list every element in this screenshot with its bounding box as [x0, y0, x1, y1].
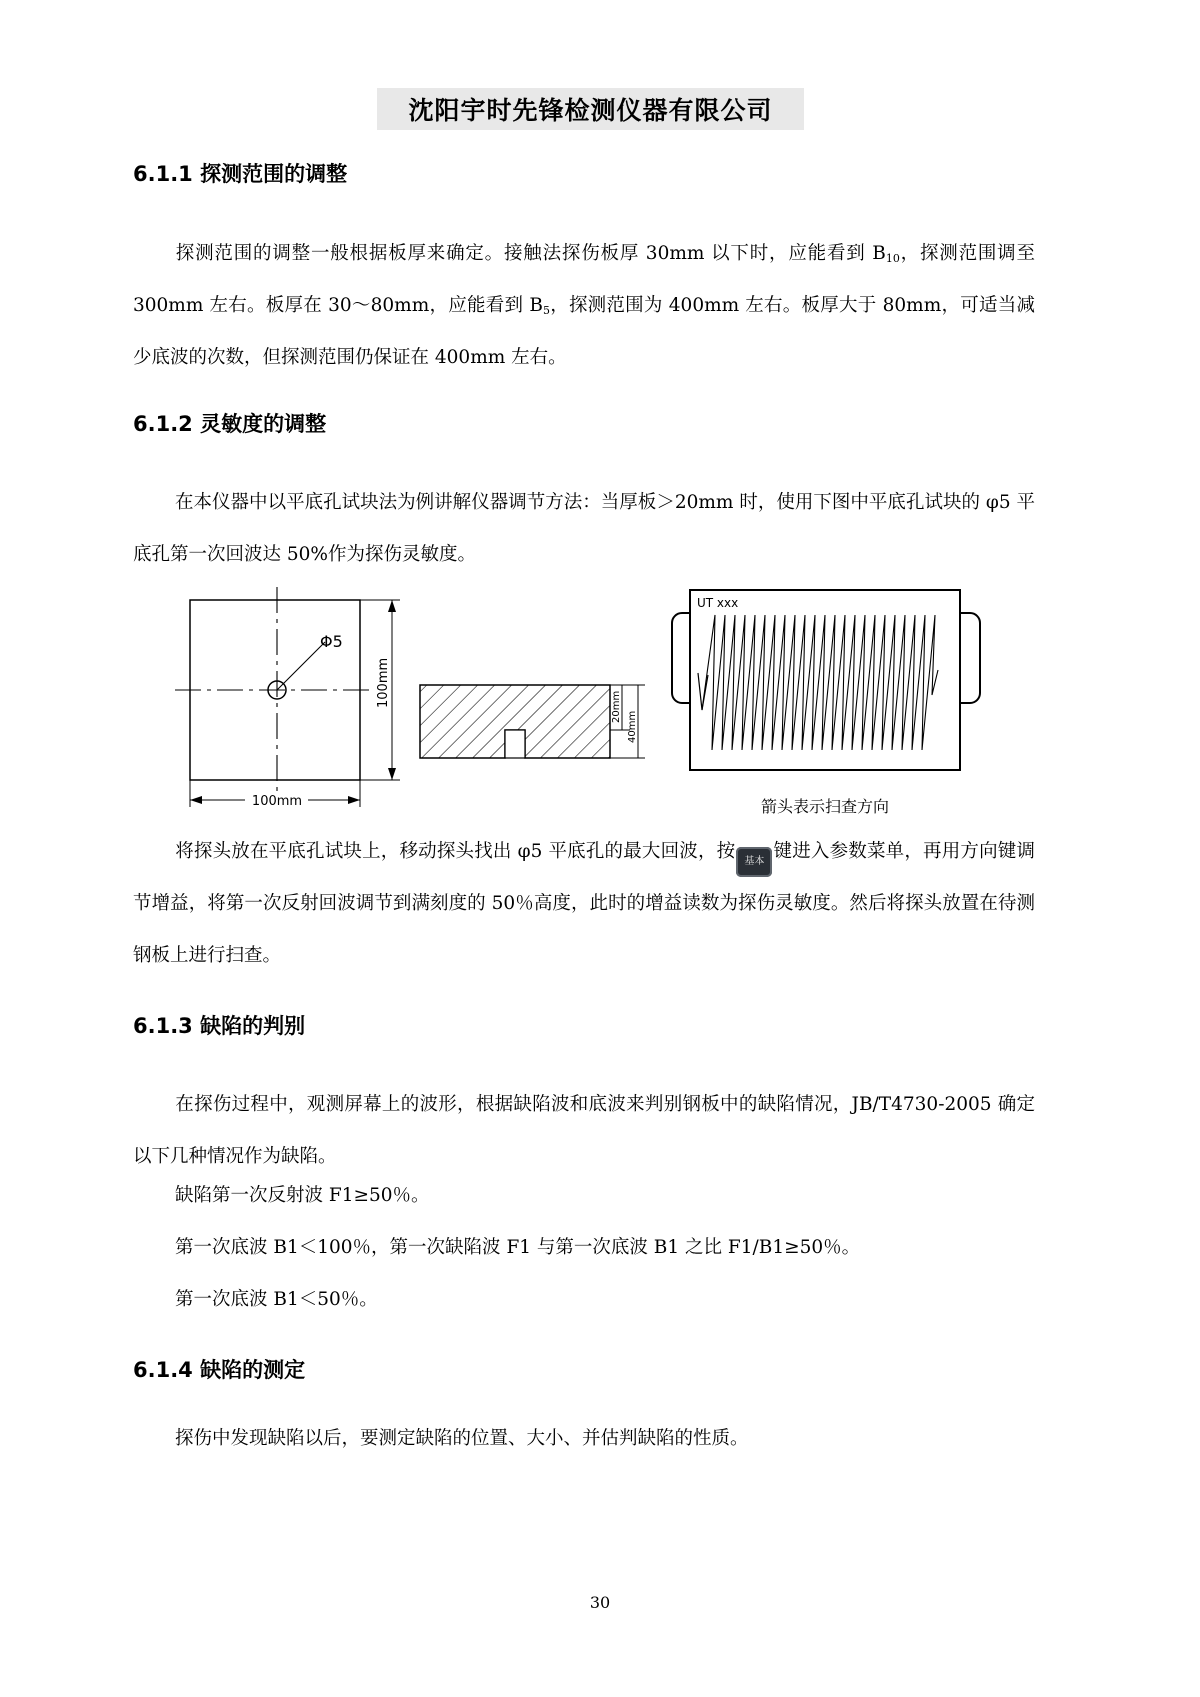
section-title-6-1-2: 6.1.2 灵敏度的调整	[133, 412, 327, 436]
para-text: ，探测范围调至 300mm 左右。板厚在 30～80mm，应能看到 B	[133, 243, 1035, 316]
width-dimension-label: 100mm	[251, 794, 303, 809]
height-dimension-label: 100mm	[376, 657, 391, 708]
para-text: 键进入参数菜单，再用方向键调节增益，将第一次反射回波调节到满刻度的 50％高度，此时的增益读数为探伤灵敏度。然后将探头放置在待测钢板上进行扫查。	[133, 841, 1035, 966]
page-number: 30	[589, 1593, 611, 1612]
scan-direction-caption: 箭头表示扫查方向	[760, 797, 890, 816]
para-text: 在探伤过程中，观测屏幕上的波形，根据缺陷波和底波来判别钢板中的缺陷情况，JB/T4730-2005 确定以下几种情况作为缺陷。	[133, 1094, 1035, 1167]
hole-diameter-label: Φ5	[320, 632, 343, 651]
test-block-figure	[170, 585, 1050, 820]
para-text: 探测范围的调整一般根据板厚来确定。接触法探伤板厚 30mm 以下时，应能看到 B	[175, 243, 886, 264]
section-6-1-1-paragraph	[133, 228, 1035, 384]
depth-20mm-label: 20mm	[611, 690, 622, 723]
defect-criterion-1: 缺陷第一次反射波 F1≥50％。	[175, 1185, 430, 1206]
para-text: 将探头放在平底孔试块上，移动探头找出 φ5 平底孔的最大回波，按	[175, 841, 736, 862]
screen-title: UT xxx	[697, 596, 739, 610]
block-top-view	[175, 587, 400, 809]
para-text: ，探测范围为 400mm 左右。板厚大于 80mm，可适当减少底波的次数，但探测范围仍保证在 400mm 左右。	[133, 295, 1035, 368]
section-title-6-1-3: 6.1.3 缺陷的判别	[133, 1014, 306, 1038]
defect-criterion-3: 第一次底波 B1＜50％。	[175, 1289, 378, 1310]
defect-criterion-2: 第一次底波 B1＜100％，第一次缺陷波 F1 与第一次底波 B1 之比 F1/B1≥50％。	[175, 1237, 861, 1258]
subscript: 10	[885, 252, 900, 265]
company-header: 沈阳宇时先锋检测仪器有限公司	[377, 88, 804, 130]
subscript: 5	[542, 304, 550, 317]
scan-screen-diagram	[672, 590, 980, 816]
section-6-1-2-paragraph	[133, 477, 1035, 581]
para-text: 在本仪器中以平底孔试块法为例讲解仪器调节方法：当厚板＞20mm 时，使用下图中平底孔试块的 φ5 平底孔第一次回波达 50%作为探伤灵敏度。	[133, 492, 1035, 565]
section-title-6-1-4: 6.1.4 缺陷的测定	[133, 1358, 306, 1382]
section-title-6-1-1: 6.1.1 探测范围的调整	[133, 162, 348, 186]
section-6-1-3-paragraph	[133, 1079, 1035, 1183]
depth-40mm-label: 40mm	[627, 710, 638, 743]
block-cross-section	[420, 685, 645, 758]
basic-key-icon: 基本	[736, 847, 772, 877]
section-6-1-2-paragraph-2	[133, 826, 1035, 982]
section-6-1-4-paragraph: 探伤中发现缺陷以后，要测定缺陷的位置、大小、并估判缺陷的性质。	[175, 1428, 749, 1449]
